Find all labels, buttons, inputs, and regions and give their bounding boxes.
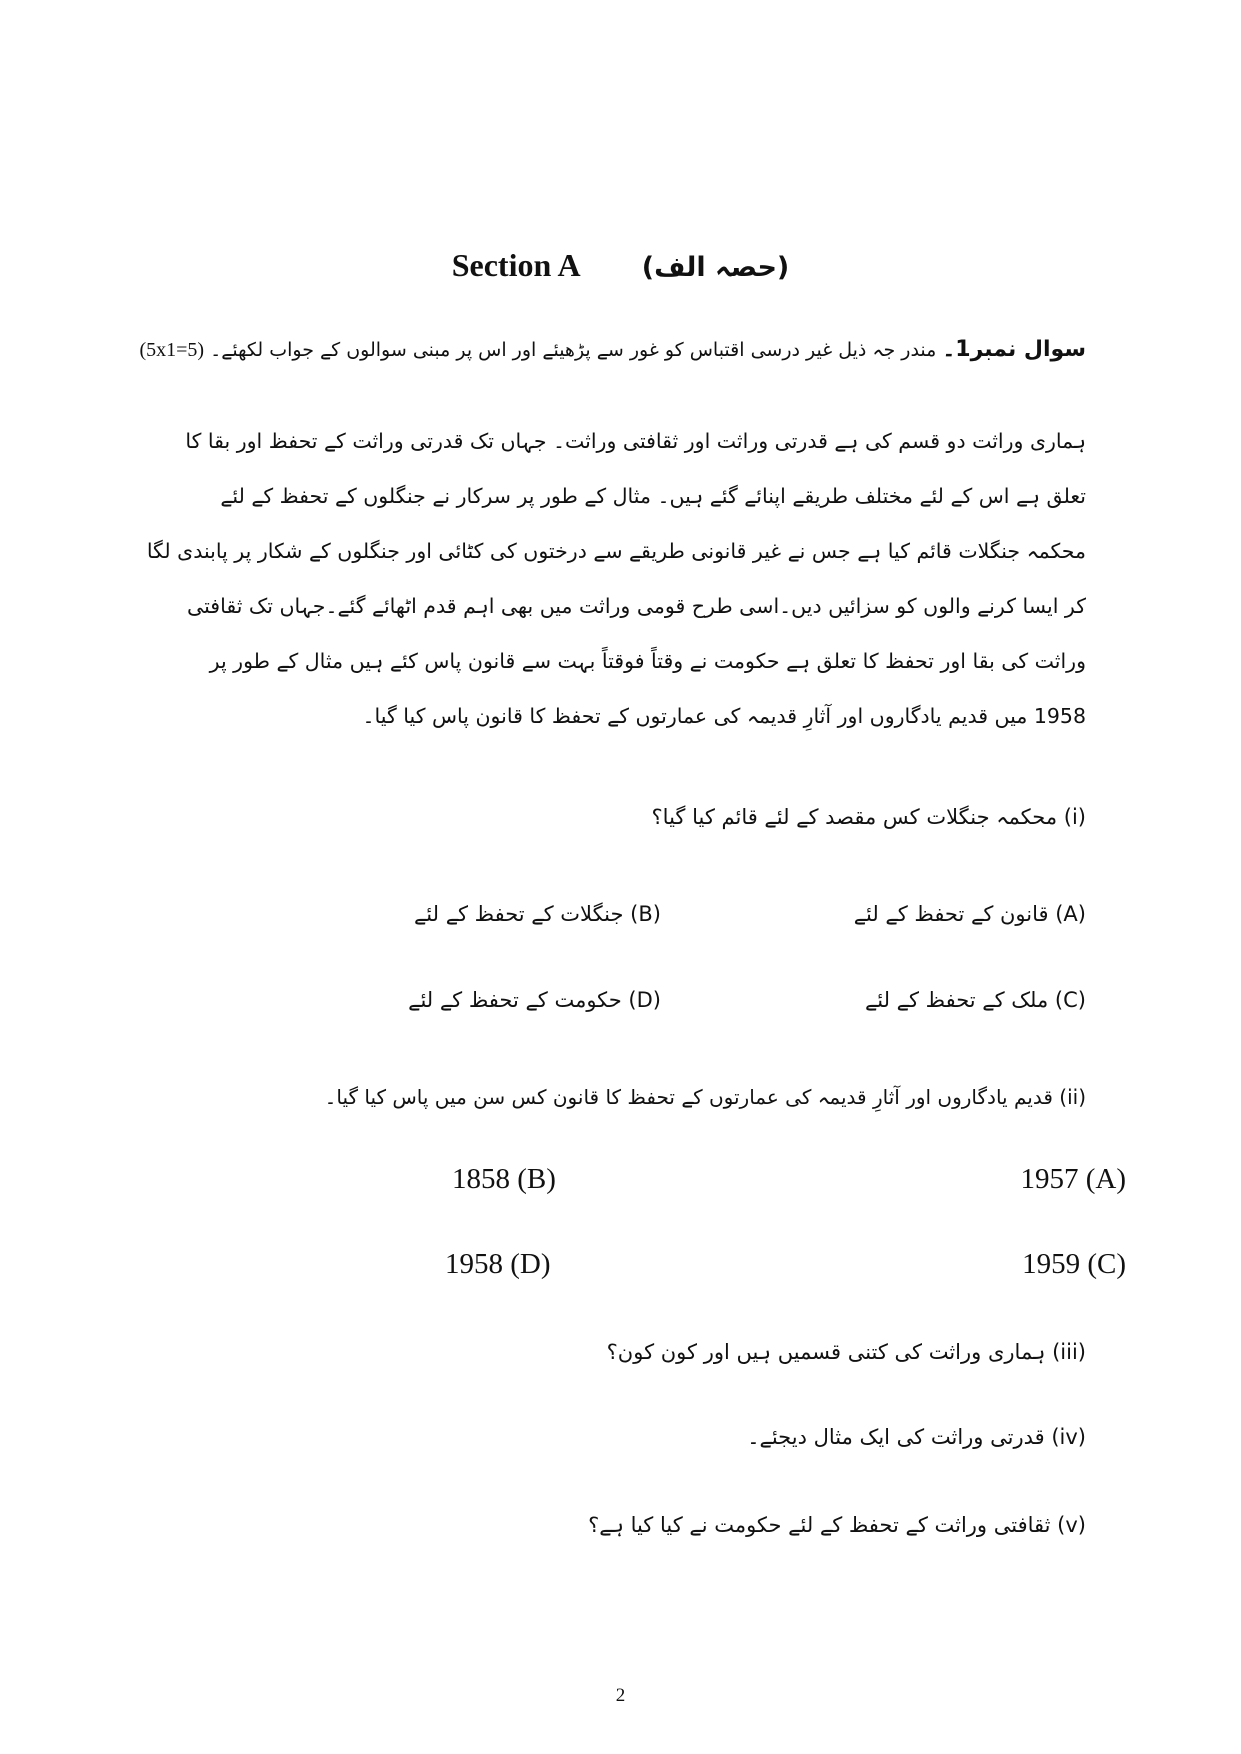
passage-line: وراثت کی بقا اور تحفظ کا تعلق ہے حکومت نے وقتاً فوقتاً بہت سے قانون پاس کئے ہیں مثال کے طور پر [209, 649, 1086, 673]
question-i: (i) محکمہ جنگلات کس مقصد کے لئے قائم کیا گیا؟ [651, 805, 1086, 829]
section-title-urdu: (حصہ الف) [641, 252, 790, 283]
question-ii: (ii) قدیم یادگاروں اور آثارِ قدیمہ کی عمارتوں کے تحفظ کا قانون کس سن میں پاس کیا گیا۔ [324, 1085, 1086, 1109]
page-number: 2 [615, 1685, 626, 1706]
question-i-option-d: (D) حکومت کے تحفظ کے لئے [408, 988, 661, 1012]
question-i-option-b: (B) جنگلات کے تحفظ کے لئے [413, 902, 661, 926]
question-i-option-a: (A) قانون کے تحفظ کے لئے [853, 902, 1086, 926]
question-i-option-c: (C) ملک کے تحفظ کے لئے [864, 988, 1086, 1012]
passage-line: تعلق ہے اس کے لئے مختلف طریقے اپنائے گئے ہیں۔ مثال کے طور پر سرکار نے جنگلوں کے تحفظ کے لئے [220, 484, 1086, 508]
passage-line: محکمہ جنگلات قائم کیا ہے جس نے غیر قانونی طریقے سے درختوں کی کٹائی اور جنگلوں کے شکار پر پابندی لگا [146, 539, 1086, 563]
question-1-marks: (5x1=5) [139, 339, 205, 361]
question-iv: (iv) قدرتی وراثت کی ایک مثال دیجئے۔ [747, 1425, 1086, 1449]
question-ii-option-a: 1957 (A) [1020, 1163, 1126, 1195]
question-iii: (iii) ہماری وراثت کی کتنی قسمیں ہیں اور کون کون؟ [606, 1340, 1086, 1364]
reading-passage [146, 414, 1086, 744]
passage-line: ہماری وراثت دو قسم کی ہے قدرتی وراثت اور ثقافتی وراثت۔ جہاں تک قدرتی وراثت کے تحفظ اور بقا کا [185, 429, 1086, 453]
question-ii-option-b: 1858 (B) [452, 1163, 556, 1195]
question-1-text: مندر جہ ذیل غیر درسی اقتباس کو غور سے پڑھیئے اور اس پر مبنی سوالوں کے جواب لکھئے۔ [210, 339, 937, 361]
question-ii-option-d: 1958 (D) [445, 1248, 551, 1280]
passage-line: کر ایسا کرنے والوں کو سزائیں دیں۔اسی طرح قومی وراثت میں بھی اہم قدم اٹھائے گئے۔جہاں تک ثقافتی [187, 594, 1086, 618]
section-heading [0, 246, 1241, 284]
section-title-english: Section A [451, 247, 581, 283]
question-1-label: سوال نمبر1۔ [942, 337, 1086, 362]
question-1-instruction [126, 337, 1086, 362]
question-v: (v) ثقافتی وراثت کے تحفظ کے لئے حکومت نے کیا کیا ہے؟ [588, 1513, 1086, 1537]
question-ii-option-c: 1959 (C) [1022, 1248, 1126, 1280]
passage-line: 1958 میں قدیم یادگاروں اور آثارِ قدیمہ کی عمارتوں کے تحفظ کا قانون پاس کیا گیا۔ [362, 704, 1086, 728]
